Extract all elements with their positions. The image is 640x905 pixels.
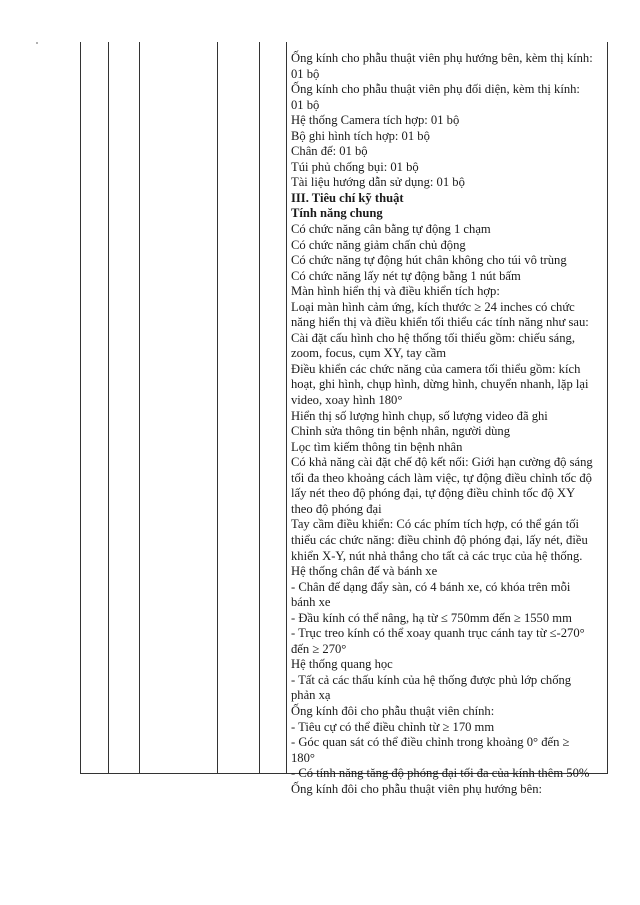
spec-line: 180° bbox=[291, 750, 315, 765]
section-heading: III. Tiêu chí kỹ thuật bbox=[291, 190, 404, 205]
column-divider bbox=[108, 42, 109, 774]
spec-line: - Đầu kính có thể nâng, hạ từ ≤ 750mm đến ≥ 1550 mm bbox=[291, 610, 572, 625]
spec-line: - Có tính năng tăng độ phóng đại tối đa của kính thêm 50% bbox=[291, 766, 590, 781]
spec-line: Có khả năng cài đặt chế độ kết nối: Giới hạn cường độ sáng bbox=[291, 455, 593, 470]
spec-line: Màn hình hiển thị và điều khiển tích hợp: bbox=[291, 284, 500, 299]
spec-line: Bộ ghi hình tích hợp: 01 bộ bbox=[291, 128, 430, 143]
spec-line: Tay cầm điều khiển: Có các phím tích hợp, có thể gán tối bbox=[291, 517, 580, 532]
spec-line: Cài đặt cấu hình cho hệ thống tối thiểu gồm: chiếu sáng, bbox=[291, 330, 575, 345]
spec-line: Có chức năng cân bằng tự động 1 chạm bbox=[291, 222, 491, 237]
spec-line: Túi phủ chống bụi: 01 bộ bbox=[291, 159, 419, 174]
spec-line: - Tất cả các thấu kính của hệ thống được phủ lớp chống bbox=[291, 672, 572, 687]
spec-line: lấy nét theo độ phóng đại, tự động điều chỉnh tốc độ XY bbox=[291, 486, 576, 501]
spec-line: khiển X-Y, nút nhả thắng cho tất cả các trục của hệ thống. bbox=[291, 548, 583, 563]
column-divider bbox=[217, 42, 218, 774]
spec-line: zoom, focus, cụm XY, tay cầm bbox=[291, 346, 447, 361]
spec-line: Chỉnh sửa thông tin bệnh nhân, người dùng bbox=[291, 424, 511, 439]
spec-line: Tài liệu hướng dẫn sử dụng: 01 bộ bbox=[291, 175, 465, 190]
table-border-left bbox=[80, 42, 81, 774]
spec-line: theo độ phóng đại bbox=[291, 501, 382, 516]
spec-line: 01 bộ bbox=[291, 97, 320, 112]
spec-line: Ống kính cho phẫu thuật viên phụ đối diện, kèm thị kính: bbox=[291, 82, 580, 97]
spec-line: Có chức năng tự động hút chân không cho túi vô trùng bbox=[291, 253, 567, 268]
spec-line: - Trục treo kính có thể xoay quanh trục cánh tay từ ≤-270° bbox=[291, 626, 585, 641]
specification-text bbox=[291, 51, 605, 797]
spec-line: Ống kính cho phẫu thuật viên phụ hướng bên, kèm thị kính: bbox=[291, 51, 593, 65]
spec-line: Điều khiển các chức năng của camera tối thiểu gồm: kích bbox=[291, 361, 581, 376]
column-divider bbox=[259, 42, 260, 774]
spec-line: video, xoay hình 180° bbox=[291, 393, 403, 408]
spec-line: tối đa theo khoảng cách làm việc, tự động điều chỉnh tốc độ bbox=[291, 470, 592, 485]
table-border-right bbox=[607, 42, 608, 774]
spec-line: năng hiển thị và điều khiển tối thiểu các tính năng như sau: bbox=[291, 315, 589, 330]
spec-line: Ống kính đôi cho phẫu thuật viên phụ hướng bên: bbox=[291, 781, 542, 796]
spec-line: Có chức năng giảm chấn chủ động bbox=[291, 237, 466, 252]
spec-line: Ống kính đôi cho phẫu thuật viên chính: bbox=[291, 703, 495, 718]
spec-line: Có chức năng lấy nét tự động bằng 1 nút bấm bbox=[291, 268, 521, 283]
spec-line: hoạt, ghi hình, chụp hình, dừng hình, chuyển nhanh, lặp lại bbox=[291, 377, 589, 392]
spec-line: - Chân đế dạng đẩy sàn, có 4 bánh xe, có khóa trên mỗi bbox=[291, 579, 571, 594]
spec-line: bánh xe bbox=[291, 595, 331, 610]
spec-line: Hệ thống Camera tích hợp: 01 bộ bbox=[291, 113, 460, 128]
spec-line: Loại màn hình cảm ứng, kích thước ≥ 24 inches có chức bbox=[291, 299, 575, 314]
spec-line: Hiển thị số lượng hình chụp, số lượng video đã ghi bbox=[291, 408, 548, 423]
spec-line: - Góc quan sát có thể điều chỉnh trong khoảng 0° đến ≥ bbox=[291, 735, 570, 750]
spec-line: đến ≥ 270° bbox=[291, 641, 347, 656]
column-divider bbox=[286, 42, 287, 774]
spec-line: Chân đế: 01 bộ bbox=[291, 144, 368, 159]
spec-line: thiểu các chức năng: điều chỉnh độ phóng đại, lấy nét, điều bbox=[291, 532, 588, 547]
scan-speck bbox=[36, 42, 38, 44]
spec-line: Lọc tìm kiếm thông tin bệnh nhân bbox=[291, 439, 463, 454]
spec-line: Hệ thống quang học bbox=[291, 657, 393, 672]
section-heading: Tính năng chung bbox=[291, 206, 383, 221]
spec-line: Hệ thống chân đế và bánh xe bbox=[291, 564, 438, 579]
spec-line: 01 bộ bbox=[291, 66, 320, 81]
spec-line: phản xạ bbox=[291, 688, 331, 703]
column-divider bbox=[139, 42, 140, 774]
spec-line: - Tiêu cự có thể điều chỉnh từ ≥ 170 mm bbox=[291, 719, 495, 734]
